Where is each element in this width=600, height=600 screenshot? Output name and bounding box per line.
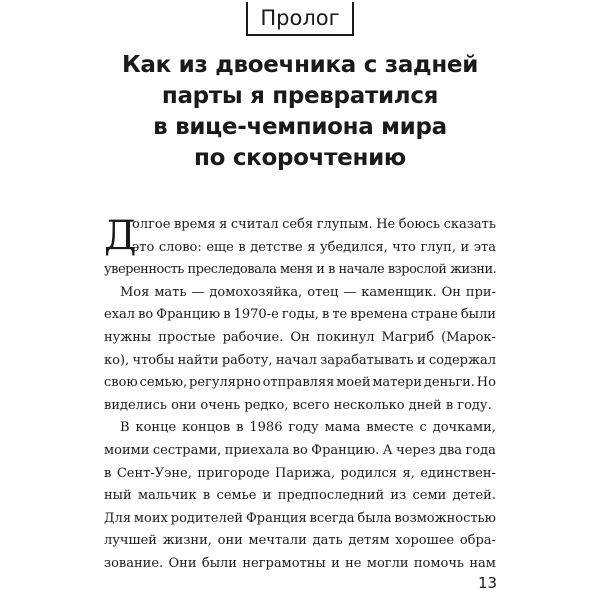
word: жизни, (162, 533, 212, 549)
word: во (292, 442, 308, 458)
text-line (104, 440, 496, 463)
word: мальчик (138, 488, 197, 504)
word: в (202, 488, 211, 504)
word: Не (376, 217, 396, 232)
text-line: виделись они очень редко, всего несколько дней в году. (104, 397, 492, 413)
word: простые (158, 329, 216, 345)
word: А (382, 442, 393, 458)
word: глуп, (420, 239, 456, 255)
word: в (236, 420, 244, 436)
word: лучшей (104, 533, 157, 549)
word: чтобы (132, 352, 175, 368)
word: 1986 (249, 420, 283, 436)
word: что (392, 239, 416, 255)
word: еще (206, 239, 234, 255)
word: нам (469, 555, 496, 571)
word: зарабатывать (320, 352, 414, 368)
word: и (331, 555, 340, 571)
word: Но (476, 375, 496, 391)
word: я (307, 239, 316, 255)
text-line (104, 530, 496, 553)
word: ехал (104, 307, 136, 323)
word: в (238, 239, 246, 255)
word: родителей (170, 510, 244, 526)
word: В (120, 420, 130, 436)
word: Он (290, 329, 310, 345)
word: с (419, 420, 427, 436)
word: моей (336, 375, 371, 391)
word: отправляя (262, 375, 335, 391)
word: Франция (245, 510, 307, 526)
word: Сент-Уэне, (116, 465, 192, 481)
word: те (332, 307, 348, 323)
word: семье (216, 488, 257, 504)
word: работу, (221, 352, 273, 368)
word: я (219, 217, 228, 232)
text-line (104, 372, 496, 395)
word: это (132, 239, 155, 255)
text-line (104, 214, 496, 237)
word: они (217, 533, 243, 549)
word: убедился, (319, 239, 388, 255)
text-line (104, 463, 496, 486)
word: мать (154, 284, 187, 300)
word: регулярно (189, 375, 261, 391)
word: каменщик. (361, 284, 437, 300)
word: единствен- (420, 465, 496, 481)
word: мама (324, 420, 361, 436)
word: из (390, 488, 407, 504)
word: Он (441, 284, 461, 300)
word: помочь (413, 555, 464, 571)
word: и (416, 352, 426, 368)
word: Магриб (381, 329, 435, 345)
chapter-label: Пролог (246, 2, 354, 36)
word: Моя (120, 284, 150, 300)
word: 1970-е (233, 307, 279, 323)
text-line (104, 237, 496, 260)
word: Они (168, 555, 197, 571)
word: хорошее (395, 533, 455, 549)
word: детстве (250, 239, 303, 255)
word: (Марок- (441, 329, 496, 345)
word: Для (104, 510, 132, 526)
word: слово: (158, 239, 202, 255)
word: родился (340, 465, 398, 481)
word: детям (348, 533, 390, 549)
word: сказать (443, 217, 496, 232)
word: дать (312, 533, 343, 549)
word: через (396, 442, 436, 458)
word: конце (135, 420, 177, 436)
word: времена (350, 307, 408, 323)
word: в (104, 465, 112, 481)
chapter-title (60, 50, 540, 174)
word: деньги. (423, 375, 475, 391)
word: ный (104, 488, 132, 504)
word: семью, (139, 375, 188, 391)
word: глупым. (316, 217, 373, 232)
text-line (104, 282, 496, 305)
word: мечтали (248, 533, 307, 549)
word: рабочие. (222, 329, 284, 345)
text-line (104, 350, 496, 373)
word: пригороде (197, 465, 270, 481)
word: два (438, 442, 463, 458)
text-line (104, 304, 496, 327)
word: начал (275, 352, 317, 368)
word: была (357, 510, 392, 526)
paragraph (104, 214, 496, 282)
word: зование. (104, 555, 164, 571)
word: всегда (309, 510, 355, 526)
word: и (460, 239, 470, 255)
drop-cap: Д (104, 213, 137, 259)
word: отец (307, 284, 339, 300)
word: стране (410, 307, 458, 323)
word: приехала (224, 442, 290, 458)
word: во (138, 307, 154, 323)
text-line (104, 508, 496, 531)
word: вместе (366, 420, 414, 436)
word: боюсь (398, 217, 441, 232)
chapter-title-line: парты я превратился (161, 83, 439, 109)
word: считал (230, 217, 279, 232)
word: домохозяйка, (209, 284, 303, 300)
word: могли (366, 555, 409, 571)
word: предпоследний (277, 488, 385, 504)
word: найти (177, 352, 219, 368)
paragraph (104, 417, 496, 575)
text-line (104, 485, 496, 508)
word: себя (282, 217, 314, 232)
paragraph (104, 282, 496, 418)
word: ко), (104, 352, 130, 368)
word: матери (372, 375, 423, 391)
body-text (104, 214, 496, 576)
word: были (201, 555, 237, 571)
word: моих (133, 510, 168, 526)
word: при- (465, 284, 496, 300)
word: я, (402, 465, 415, 481)
chapter-title-line: Как из двоечника с задней (121, 52, 479, 78)
word: и (262, 488, 272, 504)
word: — (191, 284, 205, 300)
word: моими (104, 442, 150, 458)
chapter-title-line: по скорочтению (194, 145, 406, 171)
word: содержал (428, 352, 496, 368)
text-line (104, 553, 496, 576)
word: обра- (459, 533, 496, 549)
word: сестрами, (152, 442, 222, 458)
word: в (321, 307, 330, 323)
word: неграмотны (242, 555, 326, 571)
word: Францию (156, 307, 221, 323)
word: покинул (316, 329, 375, 345)
word: концов (182, 420, 231, 436)
word: время (173, 217, 216, 232)
word: году (288, 420, 319, 436)
word: были (460, 307, 496, 323)
word: в (223, 307, 231, 323)
text-line: уверенность преследовала меня и в начале взрослой жизни. (104, 262, 497, 278)
word: семи (412, 488, 447, 504)
text-line (104, 327, 496, 350)
page-number: 13 (478, 574, 498, 592)
word: возможностью (394, 510, 496, 526)
word: нужны (104, 329, 152, 345)
text-line (104, 417, 496, 440)
chapter-title-line: в вице-чемпиона мира (153, 114, 447, 140)
word: Парижа, (275, 465, 335, 481)
word: дочками, (432, 420, 496, 436)
word: — (343, 284, 357, 300)
word: годы, (281, 307, 319, 323)
word: Францию. (311, 442, 380, 458)
word: детей. (452, 488, 496, 504)
word: эта (473, 239, 496, 255)
word: олгое (132, 217, 171, 232)
word: не (345, 555, 362, 571)
word: года (465, 442, 496, 458)
word: свою (104, 375, 138, 391)
